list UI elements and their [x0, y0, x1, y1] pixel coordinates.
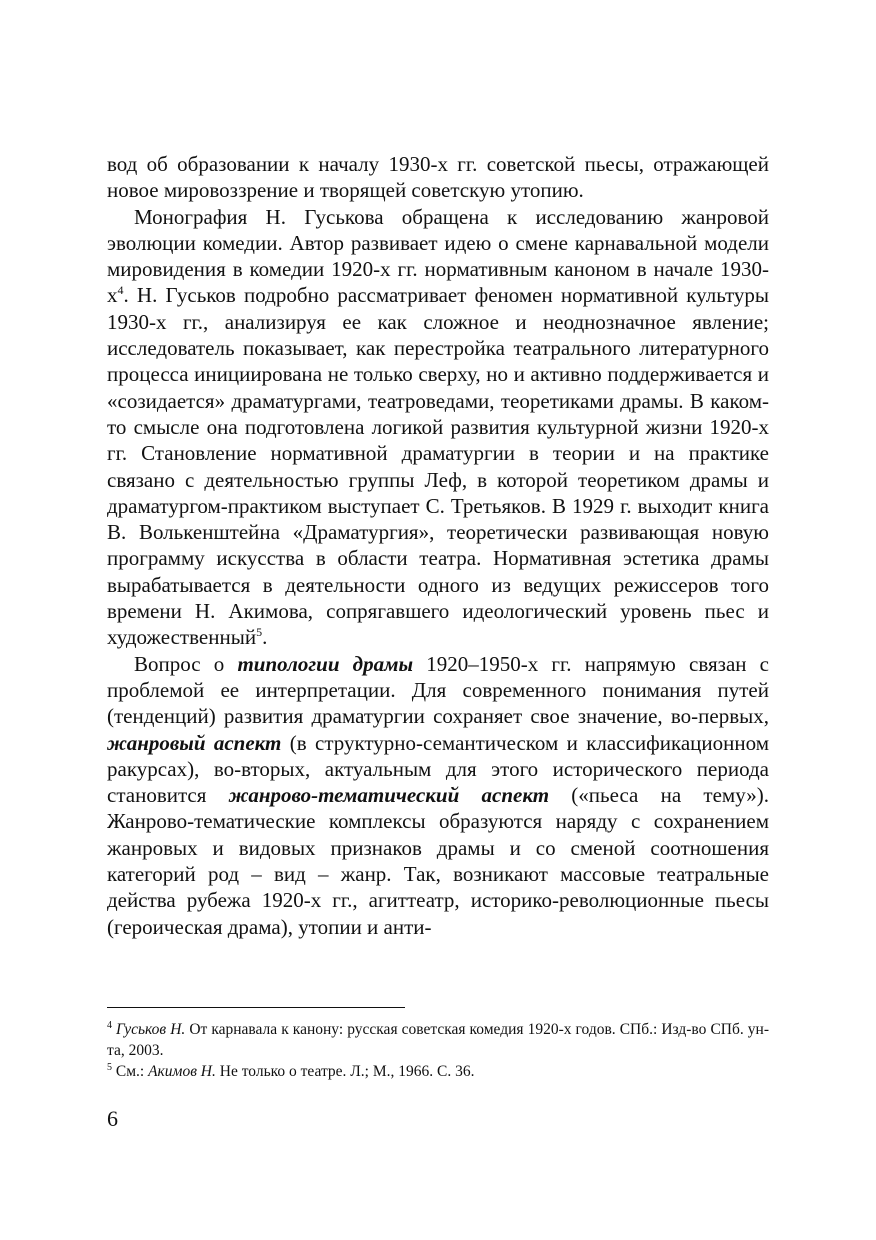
footnote-ref-5[interactable]: 5 [256, 625, 263, 640]
footnote-number: 4 [107, 1020, 112, 1031]
footnote-number: 5 [107, 1062, 112, 1073]
paragraph-text: Монография Н. Гуськова обращена к исследованию жанровой эволюции комедии. Автор развивает идею о смене карнавальной модели мировидения в комедии 1920-х гг. нормативным каноном в начале 1930-х [107, 204, 769, 308]
emphasis-term: типологии драмы [237, 651, 414, 676]
footnote-ref-4[interactable]: 4 [117, 283, 124, 298]
paragraph-text: (в структурно-семантическом и классификационном ракурсах), во-вторых, актуальным для этого исторического периода становится [107, 730, 770, 808]
footnote-5 [107, 1061, 769, 1082]
paragraph-monograph [107, 204, 769, 651]
emphasis-term: жанровый аспект [107, 730, 282, 755]
footnote-4 [107, 1019, 769, 1061]
paragraph-text: Вопрос о [134, 651, 238, 676]
page-number: 6 [107, 1106, 118, 1131]
footnote-author: Акимов Н. [148, 1063, 216, 1080]
footnote-divider [107, 1007, 405, 1008]
paragraph-text: вод об образовании к началу 1930-х гг. советской пьесы, отражающей новое мировоззрение и творящей советскую утопию. [107, 152, 769, 203]
paragraph-typology [107, 651, 769, 940]
footnote-prefix: См.: [112, 1063, 149, 1080]
paragraph-continuation [107, 151, 769, 204]
paragraph-text: . Н. Гуськов подробно рассматривает феномен нормативной культуры 1930-х гг., анализируя ее как сложное и неоднозначное явление; исследователь показывает, как перестройка театрального литературного процесса инициирована не только сверху, но и активно поддерживается и «созидается» драматургами, театроведами, теоретиками драмы. В каком-то смысле она подготовлена логикой развития культурной жизни 1920-х гг. Становление нормативной драматургии в теории и на практике связано с деятельностью группы Леф, в которой теоретиком драмы и драматургом-практиком выступает С. Третьяков. В 1929 г. выходит книга В. Волькенштейна «Драматургия», теоретически развивающая новую программу искусства в области театра. Нормативная эстетика драмы вырабатывается в деятельности одного из ведущих режиссеров того времени Н. Акимова, сопрягавшего идеологический уровень пьес и художественный [107, 283, 769, 650]
footnotes [107, 1019, 769, 1082]
paragraph-text: («пьеса на тему»). Жанрово-тематические комплексы образуются наряду с сохранением жанровых и видовых признаков драмы и со сменой соотношения категорий род – вид – жанр. Так, возникают массовые театральные действа рубежа 1920-х гг., агиттеатр, историко-революционные пьесы (героическая драма), утопии и анти- [107, 783, 769, 939]
emphasis-term: жанрово-тематический аспект [228, 783, 550, 808]
footnote-author: Гуськов Н. [116, 1021, 186, 1038]
main-text [107, 151, 769, 940]
footnote-text: Не только о театре. Л.; М., 1966. С. 36. [215, 1063, 475, 1080]
footnote-text: От карнавала к канону: русская советская комедия 1920-х годов. СПб.: Изд-во СПб. ун-та, 2003. [107, 1021, 769, 1059]
paragraph-text: . [262, 625, 268, 650]
paragraph-text: 1920–1950-х гг. напрямую связан с проблемой ее интерпретации. Для современного понимания путей (тенденций) развития драматургии сохраняет свое значение, во-первых, [107, 651, 769, 729]
